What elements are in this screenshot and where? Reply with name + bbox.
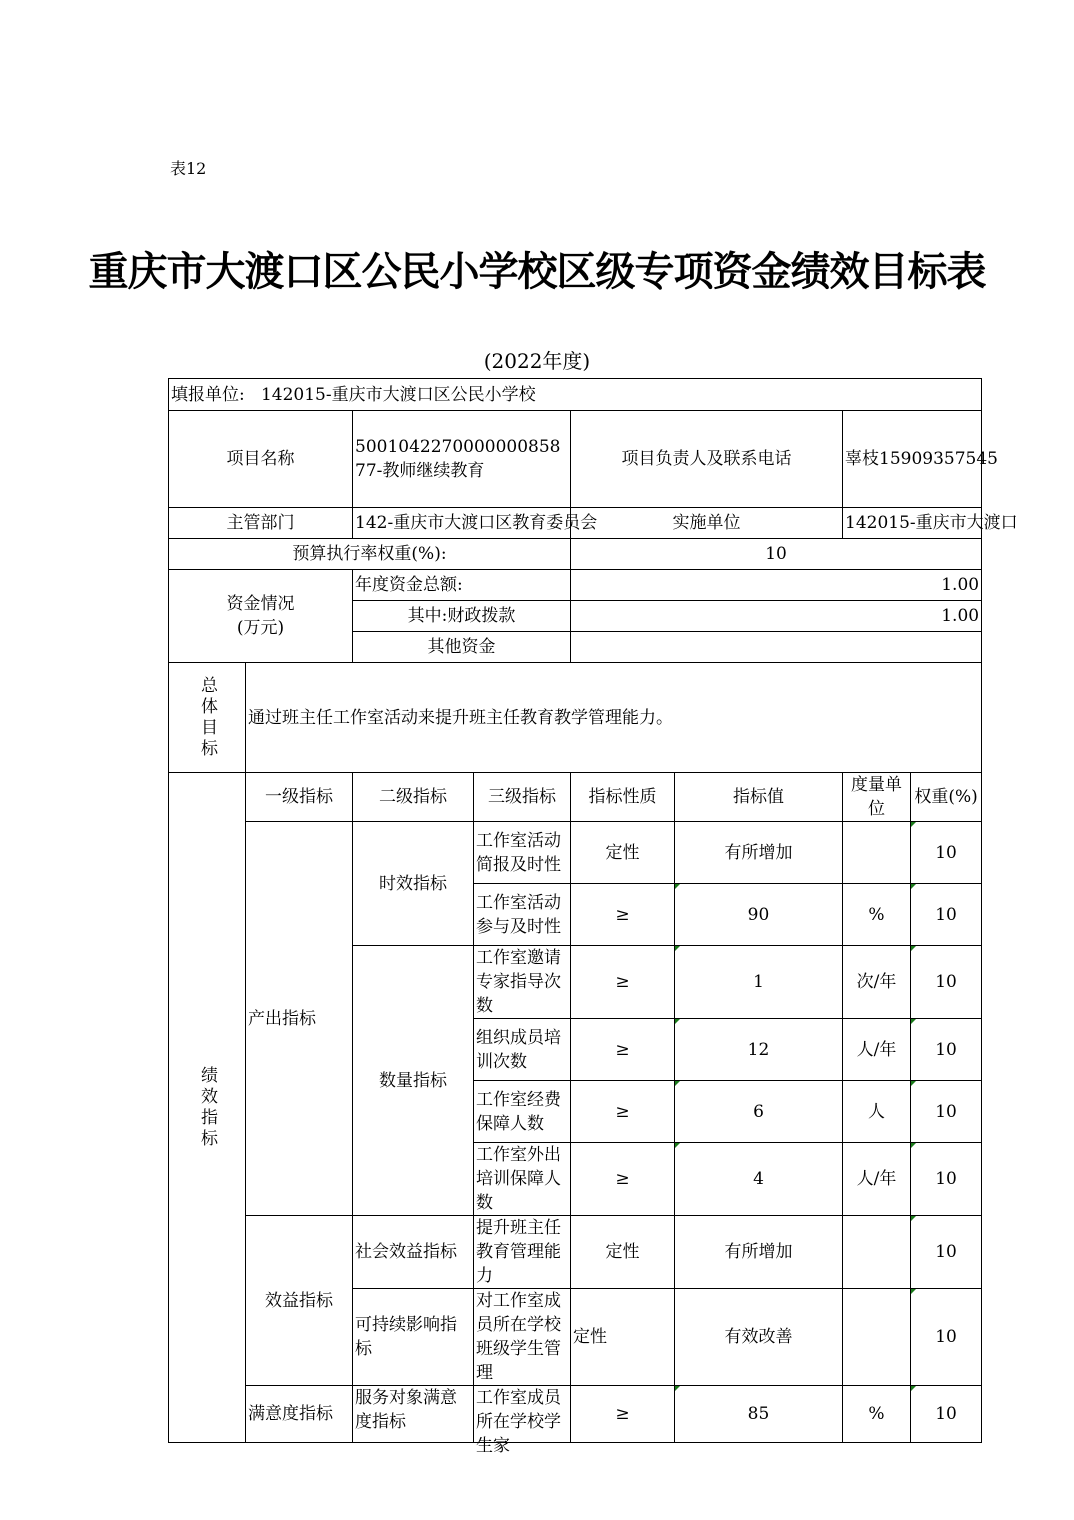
funds-fiscal-value: 1.00 (571, 601, 982, 632)
indicator-unit: % (843, 884, 911, 946)
budget-rate-value: 10 (571, 539, 982, 570)
report-unit-label: 填报单位: (171, 384, 245, 405)
indicator-value: 4 (675, 1143, 843, 1216)
funds-total-label: 年度资金总额: (353, 570, 571, 601)
indicator-name: 工作室邀请专家指导次数 (474, 946, 571, 1019)
page-title: 重庆市大渡口区公民小学校区级专项资金绩效目标表 (88, 249, 986, 295)
overall-goal-label-text: 总体目标 (197, 675, 217, 760)
indicator-value: 90 (675, 884, 843, 946)
level2-service (353, 1386, 474, 1443)
indicator-weight: 10 (911, 1019, 982, 1081)
indicator-unit: % (843, 1386, 911, 1443)
indicator-weight: 10 (911, 1143, 982, 1216)
indicator-unit: 次/年 (843, 946, 911, 1019)
header-weight: 权重(%) (911, 773, 982, 822)
level1-benefit: 效益指标 (246, 1216, 353, 1386)
funds-other-label: 其他资金 (353, 632, 571, 663)
level1-satisfaction: 满意度指标 (246, 1386, 353, 1443)
indicator-unit: 人/年 (843, 1143, 911, 1216)
indicator-nature: ≥ (571, 1081, 675, 1143)
indicator-name: 工作室外出培训保障人数 (474, 1143, 571, 1216)
funds-other-value (571, 632, 982, 663)
contact-value: 辜枝15909357545 (843, 411, 982, 508)
level1-output: 产出指标 (246, 822, 353, 1216)
header-level2: 二级指标 (353, 773, 474, 822)
indicator-value: 85 (675, 1386, 843, 1443)
report-unit-value: 142015-重庆市大渡口区公民小学校 (260, 384, 536, 405)
indicator-nature: 定性 (571, 1216, 675, 1289)
indicator-nature: ≥ (571, 1143, 675, 1216)
header-value: 指标值 (675, 773, 843, 822)
indicator-weight: 10 (911, 1386, 982, 1443)
performance-table (168, 378, 1018, 1456)
impl-unit-label: 实施单位 (571, 508, 843, 539)
indicator-weight: 10 (911, 822, 982, 884)
dept-label: 主管部门 (169, 508, 353, 539)
perf-label-text: 绩效指标 (197, 1065, 217, 1150)
indicator-value: 有效改善 (675, 1289, 843, 1386)
project-name-value: 500104227000000085877-教师继续教育 (353, 411, 571, 508)
funds-label-line2: (万元) (236, 618, 285, 638)
contact-label: 项目负责人及联系电话 (571, 411, 843, 508)
indicator-unit: 人/年 (843, 1019, 911, 1081)
report-unit-cell (169, 379, 982, 411)
indicator-nature: ≥ (571, 884, 675, 946)
indicator-name-text: 工作室成员所在学校学生家 (476, 1388, 561, 1456)
indicator-nature: 定性 (571, 1289, 675, 1386)
indicator-weight: 10 (911, 1216, 982, 1289)
indicator-weight: 10 (911, 1289, 982, 1386)
indicator-value: 12 (675, 1019, 843, 1081)
perf-label-cell (169, 773, 246, 1443)
indicator-value: 有所增加 (675, 1216, 843, 1289)
indicator-weight: 10 (911, 946, 982, 1019)
indicator-name: 工作室经费保障人数 (474, 1081, 571, 1143)
header-level1: 一级指标 (246, 773, 353, 822)
indicator-name: 提升班主任教育管理能力 (474, 1216, 571, 1289)
header-level3: 三级指标 (474, 773, 571, 822)
indicator-name (474, 1386, 571, 1456)
indicator-unit: 人 (843, 1081, 911, 1143)
indicator-unit (843, 822, 911, 884)
funds-fiscal-label: 其中:财政拨款 (353, 601, 571, 632)
impl-unit-value: 142015-重庆市大渡口 (843, 508, 982, 539)
overall-goal-text: 通过班主任工作室活动来提升班主任教育教学管理能力。 (246, 663, 982, 773)
indicator-value: 有所增加 (675, 822, 843, 884)
dept-value: 142-重庆市大渡口区教育委员会 (353, 508, 571, 539)
header-unit: 度量单位 (843, 773, 911, 822)
table-number: 表12 (170, 159, 207, 178)
indicator-nature: ≥ (571, 1019, 675, 1081)
level2-sustain: 可持续影响指标 (353, 1289, 474, 1386)
indicator-nature: 定性 (571, 822, 675, 884)
funds-label (169, 570, 353, 663)
indicator-nature: ≥ (571, 1386, 675, 1443)
level2-service-text: 服务对象满意度指标 (355, 1388, 457, 1432)
indicator-nature: ≥ (571, 946, 675, 1019)
indicator-name: 对工作室成员所在学校班级学生管理 (474, 1289, 571, 1386)
header-nature: 指标性质 (571, 773, 675, 822)
indicator-unit (843, 1216, 911, 1289)
indicator-weight: 10 (911, 884, 982, 946)
indicator-weight: 10 (911, 1081, 982, 1143)
year-label: (2022年度) (483, 349, 591, 373)
indicator-value: 6 (675, 1081, 843, 1143)
indicator-unit (843, 1289, 911, 1386)
level2-timeliness: 时效指标 (353, 822, 474, 946)
indicator-name: 工作室活动简报及时性 (474, 822, 571, 884)
indicator-value: 1 (675, 946, 843, 1019)
indicator-name: 工作室活动参与及时性 (474, 884, 571, 946)
level2-social: 社会效益指标 (353, 1216, 474, 1289)
level2-quantity: 数量指标 (353, 946, 474, 1216)
indicator-name: 组织成员培训次数 (474, 1019, 571, 1081)
funds-total-value: 1.00 (571, 570, 982, 601)
funds-label-line1: 资金情况 (226, 594, 295, 614)
overall-goal-label (169, 663, 246, 773)
budget-rate-label: 预算执行率权重(%): (169, 539, 571, 570)
project-name-label: 项目名称 (169, 411, 353, 508)
